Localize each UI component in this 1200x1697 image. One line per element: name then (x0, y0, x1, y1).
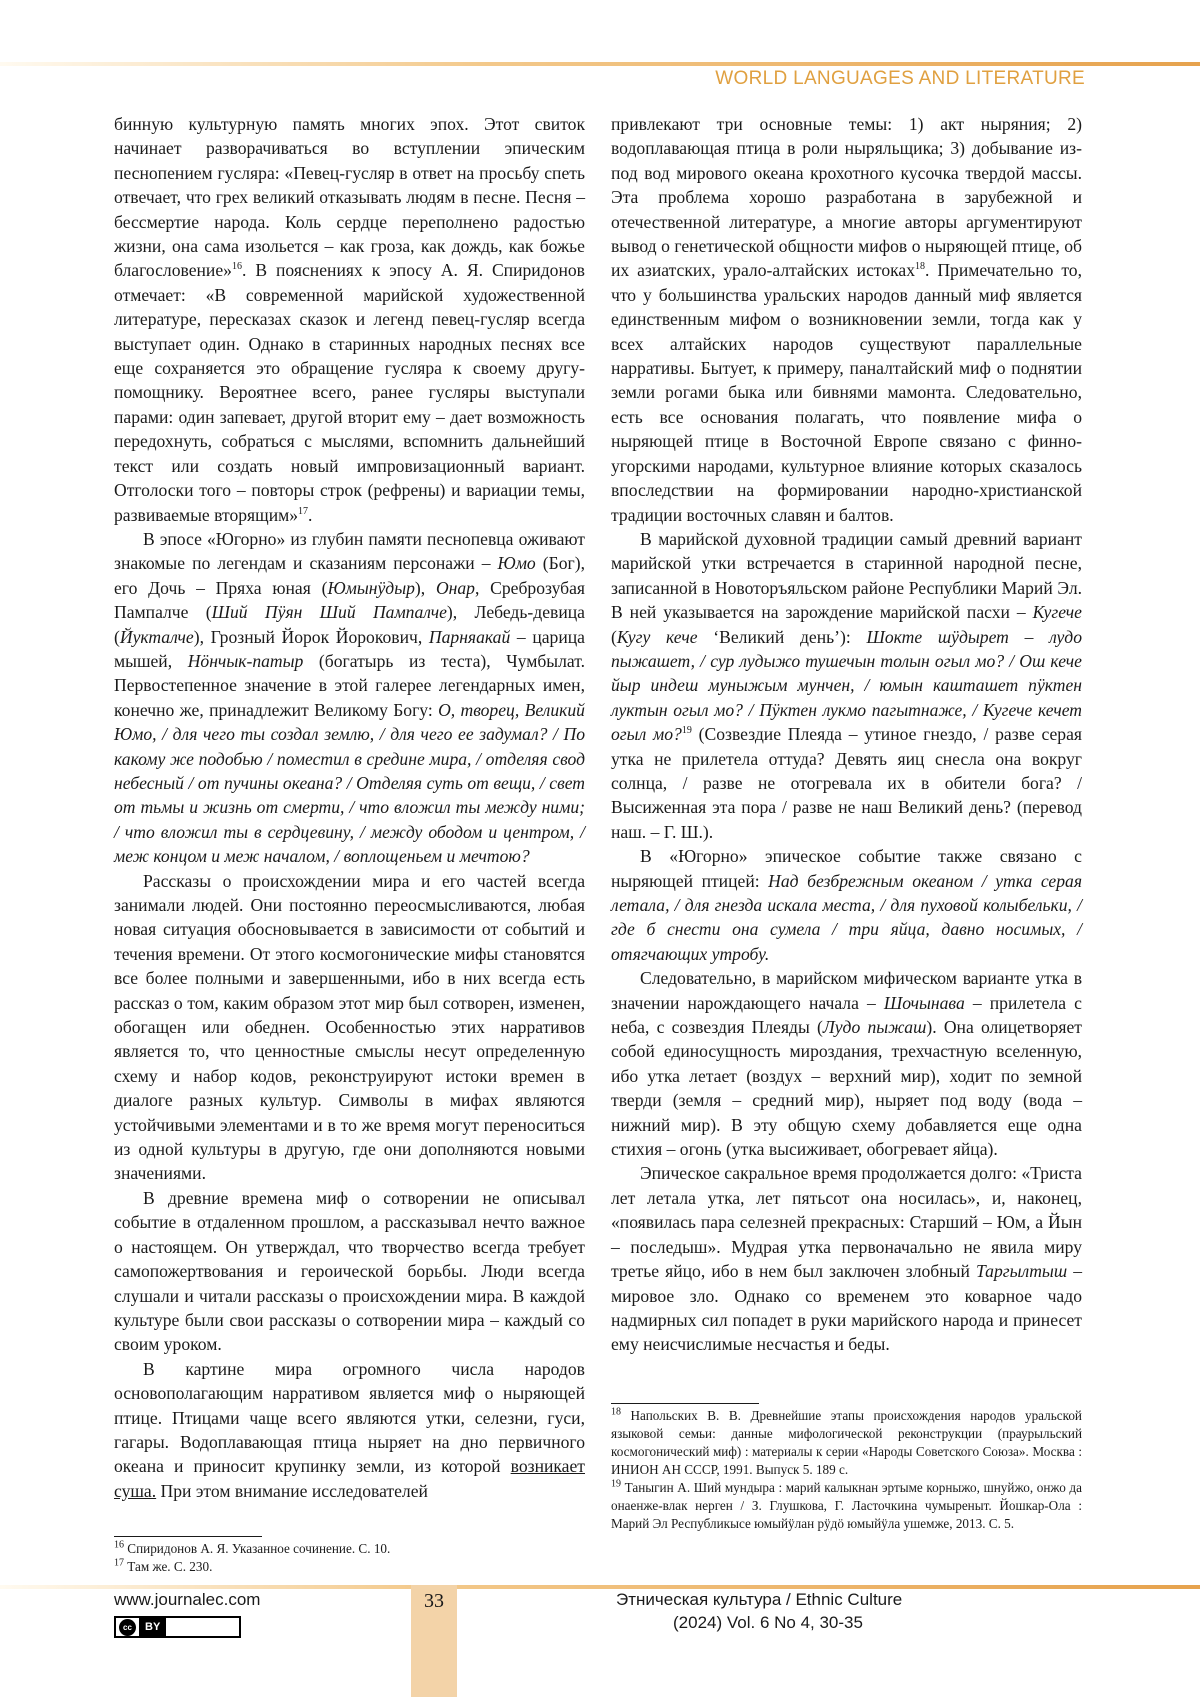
by-label: BY (139, 1618, 166, 1636)
footer-rule (0, 1585, 1200, 1589)
footnote: $^{16}$ Спиридонов А. Я. Указанное сочинение. С. 10. (114, 1539, 391, 1556)
footnote-ref[interactable]: 17 (298, 505, 309, 517)
paragraph: В эпосе «Югорно» из глубин памяти песнопевца оживают знакомые по легендам и сказаниям персонажи – Юмо (Бог), его Дочь – Пряха юная (Юмынӱдыр), Онар, Среброзубая Пампалче (Ший Пӱян Ший Пампалче), Лебедь-девица (Йукталче), Грозный Йорок Йорокович, Парняакай – царица мышей, Нӧнчык-патыр (богатырь из теста), Чумбылат. Первостепенное значение в этой галерее легендарных имен, конечно же, принадлежит Великому Богу: О, творец, Великий Юмо, / для чего ты создал землю, / для чего ее задумал? / По какому же подобью / поместил в средине мира, / отделяя свод небесный / от пучины океана? / Отделяя суть от вещи, / свет от тьмы и жизнь от смерти, / что вложил ты между ними; / что вложил ты в сердцевину, / между ободом и центром, / меж концом и меж началом, / воплощеньем и мечтою? (114, 528, 586, 867)
footnote-ref[interactable]: 18 (915, 261, 926, 273)
page-number: 33 (424, 1590, 444, 1612)
paragraph: В древние времена миф о сотворении не описывал событие в отдаленном прошлом, а рассказывал нечто важное о настоящем. Он утверждал, что творчество всегда требует самопожертвования и героической борьбы. Люди всегда слушали и читали рассказы о происхождении мира. В каждой культуре были свои рассказы о сотворении мира – каждый со своим уроком. (114, 1187, 585, 1355)
footnote: $^{19}$ Таныгин А. Ший мундыра : марий калыкнан эртыме корныжо, шнуйжо, онжо да онаенже-влак нерген / З. Глушкова, Г. Ласточкина чумыреныт. Йошкар-Ола : Марий Эл Республикысе юмыйӱлан рӱдӧ юмыйӱла ушемже, 2013. С. 5. (611, 1478, 1082, 1531)
creative-commons-icon: cc (119, 1619, 136, 1636)
paragraph: Эпическое сакральное время продолжается долго: «Триста лет летала утка, лет пятьсот она носилась», и, наконец, «появилась пара селезней прекрасных: Старший – Юм, а Йын – последыш». Мудрая утка первоначально не явила миру третье яйцо, ибо в нем был заключен злобный Таргылтыш – мировое зло. Однако со временем это коварное чадо надмирных сил попадет в руки марийского народа и принесет ему неисчислимые несчастья и беды. (611, 1163, 1082, 1355)
paragraph: В «Югорно» эпическое событие также связано с ныряющей птицей: Над безбрежным океаном / утка серая летала, / для гнезда искала места, / для пуховой колыбельки, / где б снести она сумела / три яйца, давно носимых, / отягчающих утробу. (611, 846, 1082, 964)
header-rule (0, 62, 1200, 66)
footnote-divider (114, 1536, 262, 1537)
paragraph: В картине мира огромного числа народов основополагающим нарративом является миф о ныряющей птице. Птицами чаще всего являются утки, селезни, гуси, гагары. Водоплавающая птица ныряет на дно первичного океана и приносит крупинку земли, из которой возникает суша. При этом внимание исследователей (114, 1358, 585, 1501)
footnote: $^{18}$ Напольских В. В. Древнейшие этапы происхождения народов уральской языковой семьи: данные мифологической реконструкции (праурыльский космогонический миф) : материалы к серии «Народы Советского Союза». Москва : ИНИОН АН СССР, 1991. Выпуск 5. 189 с. (611, 1406, 1082, 1477)
paragraph: Следовательно, в марийском мифическом варианте утка в значении нарождающего начала – Шочынава – прилетела с неба, с созвездия Плеяды (Лудо пыжаш). Она олицетворяет собой единосущность мироздания, трехчастную вселенную, ибо утка летает (воздух – верхний мир), ходит по земной тверди (земля – средний мир), ныряет под воду (вода – нижний мир). В эту общую схему добавляется еще одна стихия – огонь (утка высиживает, обогревает яйца). (611, 968, 1082, 1160)
paragraph: В марийской духовной традиции самый древний вариант марийской утки встречается в старинной народной песне, записанной в Новоторъяльском районе Республики Марий Эл. В ней указывается на зарождение марийской пасхи – Кугече (Кугу кече ‘Великий день’): Шокте шӱдырет – лудо пыжашет, / сур лудыжо тушечын толын огыл мо? / Ош кече йыр индеш муныжым мунчен, / юмын кашташет пӱктен луктын огыл мо? / Пӱктен лукмо пагытнаже, / Кугече кечет огыл мо?$^{19}$ (Созвездие Плеяда – утиное гнездо, / разве серая утка не прилетела оттуда? Девять яиц снесла она вокруг солнца, / разве не отогревала их в обители бога? / Высиженная эта пора / разве не наш Великий день? (перевод наш. – Г. Ш.). (611, 528, 1082, 842)
left-column (114, 112, 585, 1503)
footnotes-right (611, 1407, 1082, 1533)
right-column (611, 112, 1082, 1357)
footnote-ref[interactable]: 16 (231, 261, 242, 273)
website-link[interactable]: www.journalec.com (114, 1590, 261, 1609)
footnote-divider (611, 1403, 759, 1404)
journal-name: Этническая культура / Ethnic Culture (616, 1590, 903, 1609)
paragraph: бинную культурную память многих эпох. Этот свиток начинает разворачиваться во вступлении эпическим песнопением гусляра: «Певец-гусляр в ответ на просьбу спеть отвечает, что грех великий отказывать людям в песне. Песня – бессмертие народа. Коль сердце переполнено радостью жизни, она сама изольется – как гроза, как дождь, как божье благословение»$^{16}$. В пояснениях к эпосу А. Я. Спиридонов отмечает: «В современной марийской художественной литературе, пересказах сказок и легенд певец-гусляр всегда выступает один. Однако в старинных народных песнях все еще сохраняется это обращение гусляра к своему другу-помощнику. Вероятнее всего, ранее гусляры выступали парами: один запевает, другой вторит ему – дает возможность передохнуть, собраться с мыслями, вспомнить дальнейший текст или создать новый импровизационный вариант. Отголоски того – повторы строк (рефрены) и вариации темы, развиваемые вторящим»$^{17}$. (114, 114, 585, 525)
volume-info: (2024) Vol. 6 No 4, 30-35 (673, 1613, 863, 1632)
cc-by-license-badge[interactable] (114, 1616, 241, 1638)
paragraph: привлекают три основные темы: 1) акт ныряния; 2) водоплавающая птица в роли ныряльщика; 3) добывание из-под вод мирового океана крохотного кусочка твердой массы. Эта проблема хорошо разработана в зарубежной и отечественной литературе, а многие авторы аргументируют вывод о генетической общности мифов о ныряющей птице, об их азиатских, урало-алтайских истоках$^{18}$. Примечательно то, что у большинства уральских народов данный миф является единственным мифом о возникновении земли, тогда как у всех алтайских народов существуют параллельные нарративы. Бытует, к примеру, паналтайский миф о поднятии земли рогами быка или бивнями мамонта. Следовательно, есть все основания полагать, что появление мифа о ныряющей птице в Восточной Европе связано с финно-угорскими народами, культурное влияние которых сказалось впоследствии на формировании народно-христианской традиции восточных славян и балтов. (611, 114, 1082, 525)
footnotes-left (114, 1540, 585, 1576)
footnote: $^{17}$ Там же. С. 230. (114, 1557, 213, 1574)
footnote-ref[interactable]: 19 (681, 725, 692, 737)
journal-section-title: WORLD LANGUAGES AND LITERATURE (715, 68, 1085, 89)
paragraph: Рассказы о происхождении мира и его частей всегда занимали людей. Они постоянно переосмысливаются, любая новая ситуация обосновывается в зависимости от событий и течения времени. От этого космогонические мифы становятся все более полными и завершенными, ибо в них всегда есть рассказ о том, каким образом этот мир был сотворен, изменен, обогащен или обеднен. Особенностью этих нарративов является то, что ценностные смыслы несут определенную схему и набор кодов, реконструируют истоки времен в диалоге разных культур. Символы в мифах являются устойчивыми элементами и в то же время могут переноситься из одной культуры в другую, где они дополняются новыми значениями. (114, 870, 585, 1184)
